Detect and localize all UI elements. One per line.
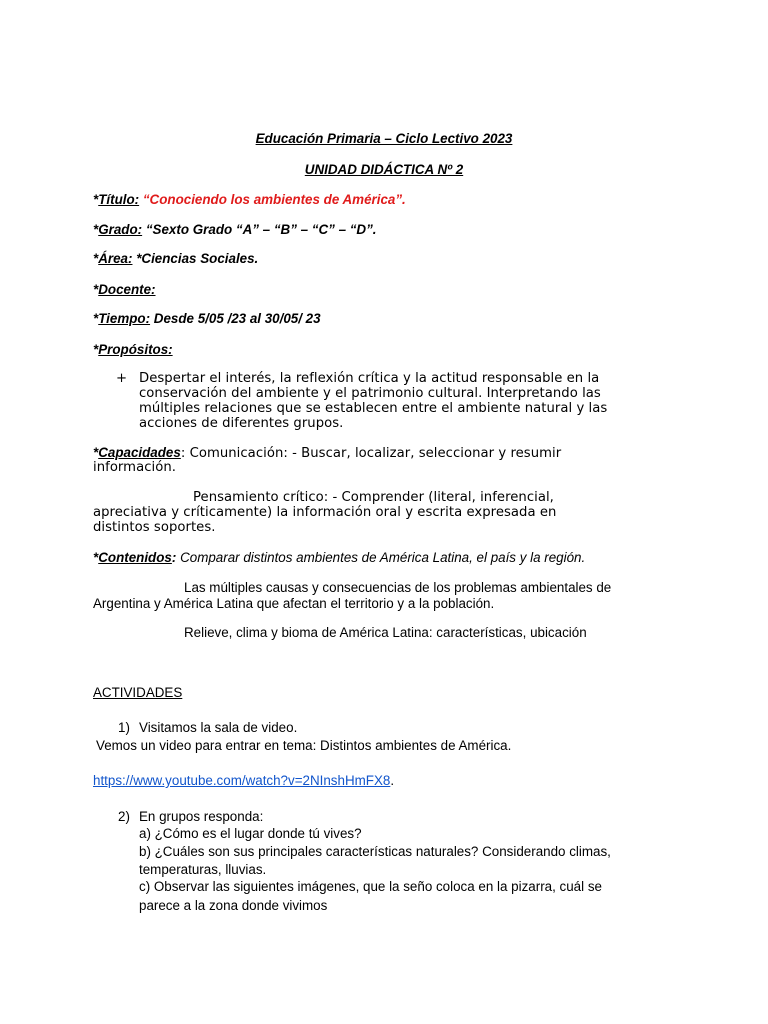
pensamiento-line-3: distintos soportes.: [93, 520, 216, 535]
docente-label: Docente:: [98, 282, 156, 297]
capacidades-comunicacion: : Comunicación: - Buscar, localizar, seleccionar y resumir: [180, 446, 562, 461]
causas-line-2: Argentina y América Latina que afectan el territorio y a la población.: [93, 596, 495, 611]
pensamiento-line-1: Pensamiento crítico: - Comprender (literal, inferencial,: [193, 490, 554, 505]
item-2-text: En grupos responda:: [139, 809, 264, 824]
propositos-label: Propósitos:: [98, 342, 173, 357]
propositos-line-3: múltiples relaciones que se establecen entre el ambiente natural y las: [139, 401, 608, 416]
pensamiento-line-2: apreciativa y críticamente) la información oral y escrita expresada en: [93, 505, 557, 520]
titulo-label: Título:: [98, 192, 140, 207]
grado-value: “Sexto Grado “A” – “B” – “C” – “D”.: [145, 222, 377, 237]
field-docente: *Docente:: [93, 282, 156, 297]
question-b-line-1: b) ¿Cuáles son sus principales características naturales? Considerando climas,: [139, 844, 611, 859]
contenidos-label: Contenidos: [98, 550, 172, 565]
propositos-line-1: Despertar el interés, la reflexión crítica y la actitud responsable en la: [139, 371, 600, 386]
contenidos-text: Comparar distintos ambientes de América Latina, el país y la región.: [180, 550, 586, 565]
capacidades-line-2: información.: [93, 460, 176, 475]
video-link-line: [93, 773, 394, 789]
propositos-line-4: acciones de diferentes grupos.: [139, 416, 344, 431]
tiempo-value: Desde 5/05 /23 al 30/05/ 23: [153, 311, 321, 326]
propositos-line-2: conservación del ambiente y el patrimonio cultural. Interpretando las: [139, 386, 601, 401]
question-c-line-2: parece a la zona donde vivimos: [139, 898, 328, 913]
question-c-line-1: c) Observar las siguientes imágenes, que la seño coloca en la pizarra, cuál se: [139, 879, 602, 894]
video-link-period: .: [390, 773, 395, 788]
field-grado: *Grado: “Sexto Grado “A” – “B” – “C” – “D”.: [93, 222, 377, 237]
capacidades-line-1: *Capacidades: Comunicación: - Buscar, localizar, seleccionar y resumir: [93, 445, 562, 461]
contenidos-colon: :: [171, 550, 177, 565]
field-area: *Área: *Ciencias Sociales.: [93, 251, 259, 266]
area-label: Área:: [98, 251, 133, 266]
item-1-text: Visitamos la sala de video.: [139, 720, 298, 735]
causas-line-1: Las múltiples causas y consecuencias de los problemas ambientales de: [184, 580, 612, 595]
item-1-number: 1): [118, 720, 130, 735]
tiempo-label: Tiempo:: [98, 311, 151, 326]
field-titulo: *Título: “Conociendo los ambientes de América”.: [93, 192, 406, 207]
question-a: a) ¿Cómo es el lugar donde tú vives?: [139, 826, 362, 841]
capacidades-label: Capacidades: [98, 445, 181, 460]
item-2-number: 2): [118, 809, 130, 824]
relieve-line: Relieve, clima y bioma de América Latina: características, ubicación: [184, 625, 587, 640]
grado-label: Grado:: [98, 222, 143, 237]
field-tiempo: *Tiempo: Desde 5/05 /23 al 30/05/ 23: [93, 311, 321, 326]
header-unit-title: UNIDAD DIDÁCTICA Nº 2: [304, 162, 464, 177]
titulo-value: “Conociendo los ambientes de América”.: [142, 192, 406, 207]
question-b-line-2: temperaturas, lluvias.: [139, 862, 267, 877]
actividades-heading: ACTIVIDADES: [93, 685, 183, 700]
field-propositos: *Propósitos:: [93, 342, 173, 357]
area-value: *Ciencias Sociales.: [136, 251, 259, 266]
item-1-subtext: Vemos un video para entrar en tema: Distintos ambientes de América.: [96, 738, 512, 753]
video-link[interactable]: https://www.youtube.com/watch?v=2NInshHmFX8: [93, 773, 391, 788]
propositos-bullet: +: [116, 371, 128, 386]
contenidos-line-1: *Contenidos: Comparar distintos ambientes de América Latina, el país y la región.: [93, 550, 586, 565]
header-school-year: Educación Primaria – Ciclo Lectivo 2023: [255, 131, 513, 146]
